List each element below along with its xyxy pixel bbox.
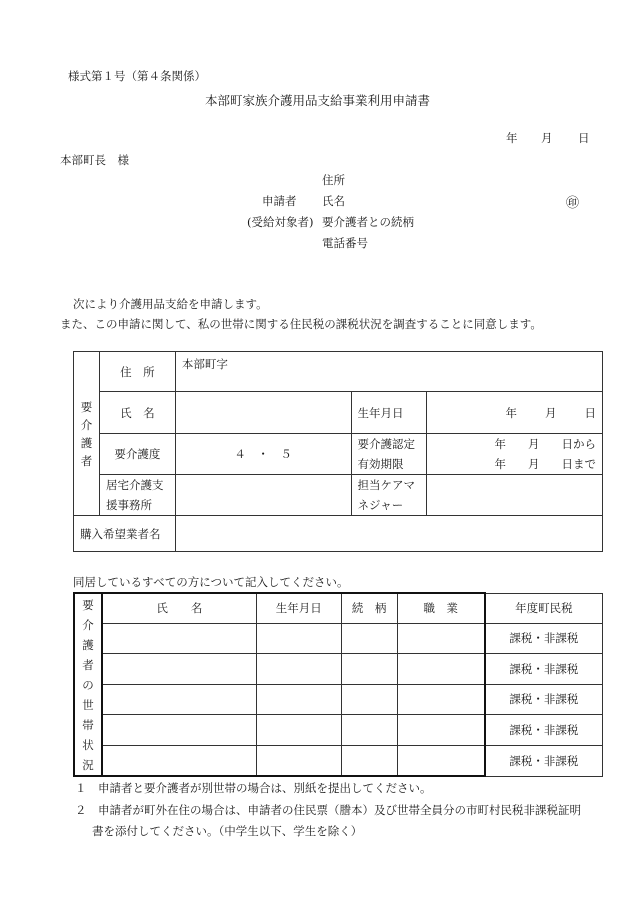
cert-period-field[interactable]: 年 月 日から 年 月 日まで — [427, 434, 603, 475]
household-intro: 同居しているすべての方について記入してください。 — [73, 575, 349, 589]
member-birth-field[interactable] — [256, 653, 341, 684]
intro-line-2: また、この申請に関して、私の世帯に関する住民税の課税状況を調査することに同意します。 — [60, 317, 542, 331]
recipient-label: (受給対象者) — [247, 215, 314, 229]
household-table — [73, 592, 603, 777]
level-cell-label: 要介護度 — [99, 434, 175, 475]
relation-label: 要介護者との続柄 — [322, 215, 414, 229]
table-row — [74, 714, 603, 745]
header-tax: 年度町民税 — [485, 593, 603, 623]
header-relation: 続 柄 — [341, 593, 397, 623]
member-birth-field[interactable] — [256, 714, 341, 745]
date-day: 日 — [578, 131, 590, 145]
member-name-field[interactable] — [102, 714, 257, 745]
member-relation-field[interactable] — [341, 653, 397, 684]
tax-status-option[interactable]: 課税・非課税 — [485, 714, 603, 745]
member-name-field[interactable] — [102, 745, 257, 776]
applicant-name-label: 氏名 — [322, 194, 345, 208]
header-job: 職 業 — [397, 593, 485, 623]
tax-status-option[interactable]: 課税・非課税 — [485, 623, 603, 653]
member-job-field[interactable] — [397, 745, 485, 776]
member-birth-field[interactable] — [256, 684, 341, 714]
seal-mark: ㊞ — [566, 196, 580, 211]
note-2-continued: 書を添付してください。（中学生以下、学生を除く） — [92, 824, 363, 838]
care-recipient-name-field[interactable] — [175, 392, 351, 434]
member-name-field[interactable] — [102, 623, 257, 653]
table-row — [74, 684, 603, 714]
care-office-label: 居宅介護支 援事務所 — [99, 475, 175, 516]
member-job-field[interactable] — [397, 623, 485, 653]
page-title: 本部町家族介護用品支給事業利用申請書 — [205, 93, 431, 108]
note-1: １ 申請者と要介護者が別世帯の場合は、別紙を提出してください。 — [75, 781, 432, 795]
cert-period-label: 要介護認定 有効期限 — [351, 434, 427, 475]
member-relation-field[interactable] — [341, 684, 397, 714]
address-value: 本部町字 — [181, 357, 228, 371]
birth-date-field[interactable]: 年 月 日 — [427, 392, 603, 434]
date-year: 年 — [506, 131, 518, 145]
member-relation-field[interactable] — [341, 714, 397, 745]
phone-label: 電話番号 — [322, 236, 368, 250]
tax-status-option[interactable]: 課税・非課税 — [485, 745, 603, 776]
applicant-role-label: 申請者 — [262, 194, 297, 208]
member-relation-field[interactable] — [341, 623, 397, 653]
table-row — [74, 653, 603, 684]
addressee: 本部町長 様 — [60, 153, 129, 167]
member-name-field[interactable] — [102, 653, 257, 684]
tax-status-option[interactable]: 課税・非課税 — [485, 684, 603, 714]
note-2: ２ 申請者が町外在住の場合は、申請者の住民票（謄本）及び世帯全員分の市町村民税非課税証明 — [75, 803, 581, 817]
header-birth: 生年月日 — [256, 593, 341, 623]
vendor-label: 購入希望業者名 — [74, 516, 176, 552]
form-number: 様式第１号（第４条関係） — [68, 69, 206, 83]
birth-cell-label: 生年月日 — [351, 392, 427, 434]
member-job-field[interactable] — [397, 653, 485, 684]
member-birth-field[interactable] — [256, 623, 341, 653]
member-name-field[interactable] — [102, 684, 257, 714]
member-job-field[interactable] — [397, 684, 485, 714]
household-side-label: 要 介 護 者 の 世 帯 状 況 — [74, 593, 102, 776]
address-cell-label: 住 所 — [99, 352, 175, 392]
header-name: 氏 名 — [102, 593, 257, 623]
address-field[interactable] — [175, 352, 602, 392]
address-label: 住所 — [322, 173, 345, 187]
care-manager-field[interactable] — [427, 475, 603, 516]
member-relation-field[interactable] — [341, 745, 397, 776]
care-manager-label: 担当ケアマ ネジャー — [351, 475, 427, 516]
member-birth-field[interactable] — [256, 745, 341, 776]
date-month: 月 — [541, 131, 553, 145]
intro-line-1: 次により介護用品支給を申請します。 — [73, 297, 268, 311]
table-row — [74, 745, 603, 776]
vendor-field[interactable] — [175, 516, 602, 552]
care-recipient-side-label: 要 介 護 者 — [74, 352, 100, 516]
tax-status-option[interactable]: 課税・非課税 — [485, 653, 603, 684]
care-office-field[interactable] — [175, 475, 351, 516]
table-row — [74, 623, 603, 653]
care-level-field[interactable]: ４ ・ ５ — [175, 434, 351, 475]
member-job-field[interactable] — [397, 714, 485, 745]
name-cell-label: 氏 名 — [99, 392, 175, 434]
care-recipient-table — [73, 351, 603, 552]
